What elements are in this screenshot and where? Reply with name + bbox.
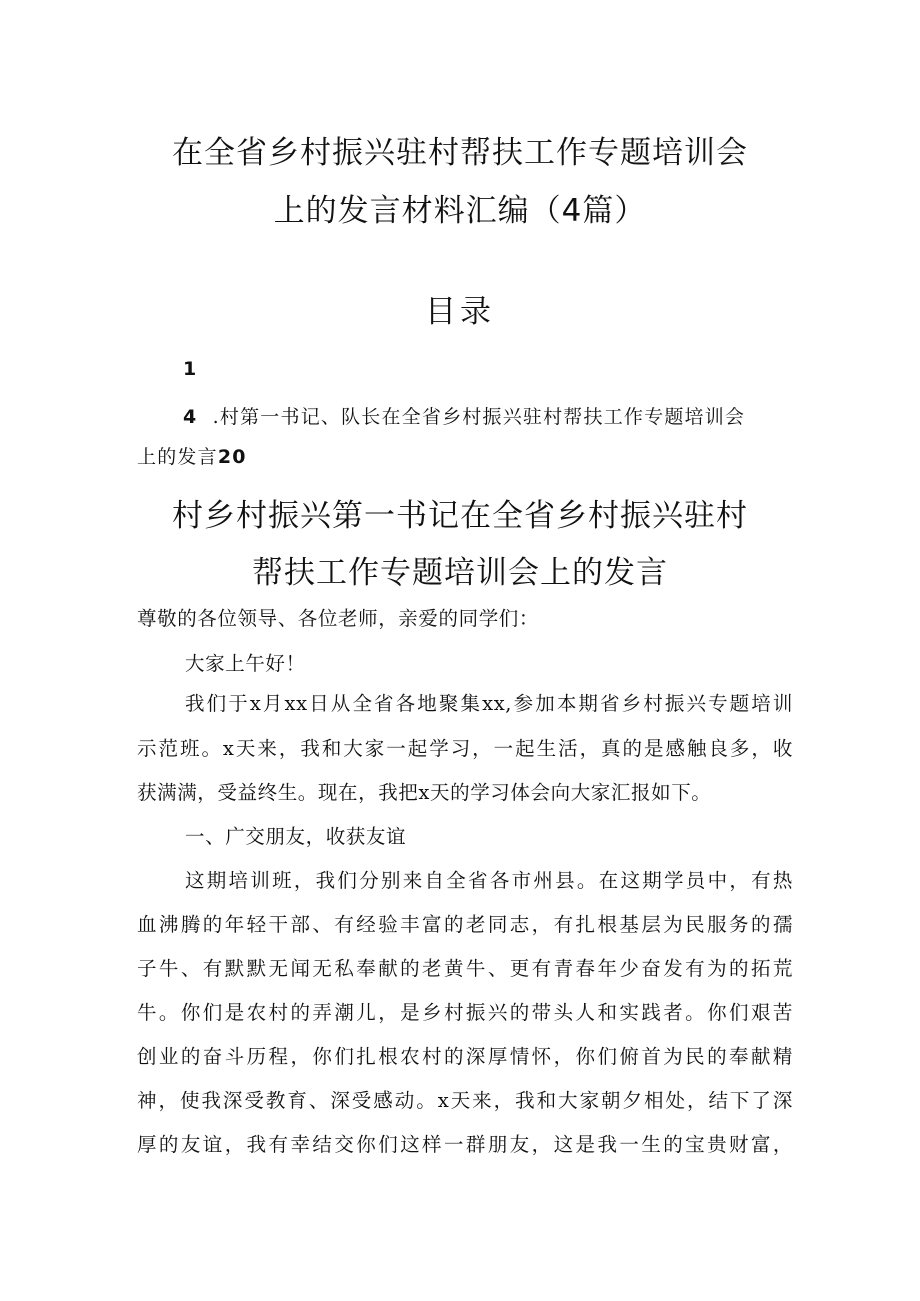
paragraph-2-line: 厚的友谊，我有幸结交你们这样一群朋友，这是我一生的宝贵财富， <box>137 1133 793 1156</box>
paragraph-2-line: 创业的奋斗历程，你们扎根农村的深厚情怀，你们俯首为民的奉献精 <box>137 1045 793 1068</box>
paragraph-2-line: 神，使我深受教育、深受感动。x天来，我和大家朝夕相处，结下了深 <box>137 1089 793 1112</box>
paragraph-1-line: 示范班。x天来，我和大家一起学习，一起生活，真的是感触良多，收 <box>137 737 793 760</box>
paragraph-2-line: 血沸腾的年轻干部、有经验丰富的老同志，有扎根基层为民服务的孺 <box>137 913 793 936</box>
paragraph-1-line: 我们于x月xx日从全省各地聚集xx,参加本期省乡村振兴专题培训 <box>185 692 793 715</box>
paragraph-2-line: 子牛、有默默无闻无私奉献的老黄牛、更有青春年少奋发有为的拓荒 <box>137 957 793 980</box>
toc-item-4-line-2[interactable] <box>137 442 247 469</box>
greeting: 大家上午好！ <box>185 652 306 675</box>
toc-item-number: 4 <box>183 406 198 428</box>
section-1-heading: 一、广交朋友，收获友谊 <box>185 825 407 848</box>
toc-item-number: 1 <box>183 358 197 380</box>
document-title-line-2: 上的发言材料汇编（4篇） <box>273 193 647 229</box>
speech-title-line-1: 村乡村振兴第一书记在全省乡村振兴驻村 <box>172 498 748 534</box>
paragraph-2-line: 牛。你们是农村的弄潮儿，是乡村振兴的带头人和实践者。你们艰苦 <box>137 1001 793 1024</box>
salutation: 尊敬的各位领导、各位老师，亲爱的同学们： <box>137 607 540 630</box>
toc-item-page: 20 <box>217 446 247 468</box>
paragraph-1-line: 获满满，受益终生。现在，我把x天的学习体会向大家汇报如下。 <box>137 781 712 804</box>
toc-item-text: 上的发言 <box>137 446 218 468</box>
toc-item-4-line-1[interactable] <box>183 402 745 429</box>
toc-item-text: .村第一书记、队长在全省乡村振兴驻村帮扶工作专题培训会 <box>212 406 746 428</box>
document-title-line-1: 在全省乡村振兴驻村帮扶工作专题培训会 <box>172 135 748 171</box>
speech-title-line-2: 帮扶工作专题培训会上的发言 <box>252 555 668 591</box>
paragraph-2-line: 这期培训班，我们分别来自全省各市州县。在这期学员中，有热 <box>185 869 793 892</box>
toc-item-1-number <box>183 358 196 380</box>
toc-heading: 目录 <box>425 294 495 330</box>
